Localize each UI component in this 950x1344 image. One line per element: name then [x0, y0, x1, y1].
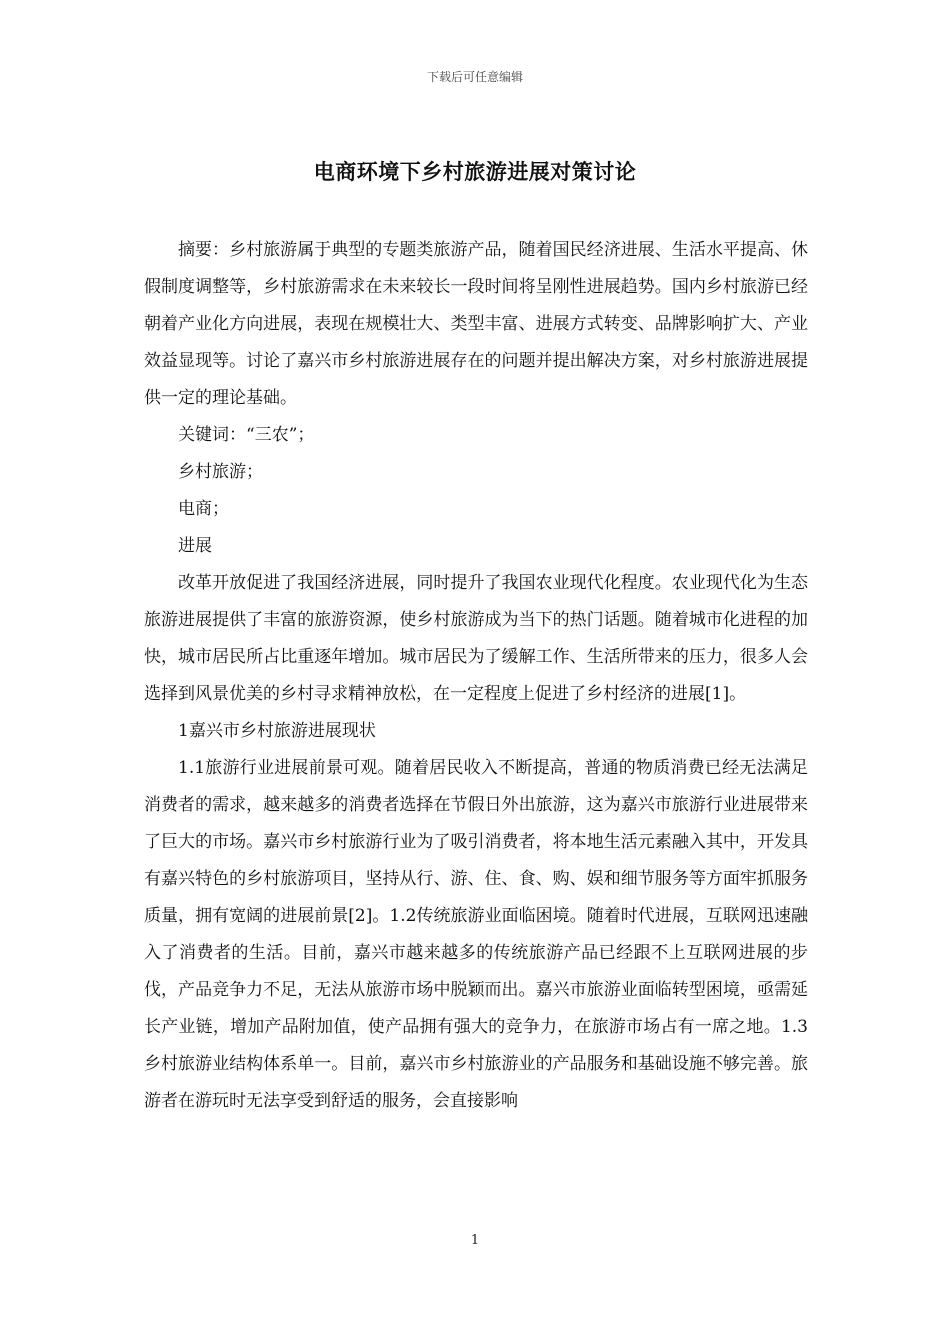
header-note: 下载后可任意编辑 [426, 70, 523, 84]
keyword-item: 乡村旅游； [178, 462, 263, 482]
document-body [144, 232, 808, 1120]
document-title: 电商环境下乡村旅游进展对策讨论 [313, 160, 637, 184]
body-paragraph: 1.1旅游行业进展前景可观。随着居民收入不断提高，普通的物质消费已经无法满足消费者的需求，越来越多的消费者选择在节假日外出旅游，这为嘉兴市旅游行业进展带来了巨大的市场。嘉兴市乡村旅游行业为了吸引消费者，将本地生活元素融入其中，开发具有嘉兴特色的乡村旅游项目，坚持从行、游、住、食、购、娱和细节服务等方面牢抓服务质量，拥有宽阔的进展前景[2]。1.2传统旅游业面临困境。随着时代进展，互联网迅速融入了消费者的生活。目前，嘉兴市越来越多的传统旅游产品已经跟不上互联网进展的步伐，产品竞争力不足，无法从旅游市场中脱颖而出。嘉兴市旅游业面临转型困境，亟需延长产业链，增加产品附加值，使产品拥有强大的竞争力，在旅游市场占有一席之地。1.3乡村旅游业结构体系单一。目前，嘉兴市乡村旅游业的产品服务和基础设施不够完善。旅游者在游玩时无法享受到舒适的服务，会直接影响 [144, 758, 808, 1111]
abstract-paragraph: 摘要：乡村旅游属于典型的专题类旅游产品，随着国民经济进展、生活水平提高、休假制度调整等，乡村旅游需求在未来较长一段时间将呈刚性进展趋势。国内乡村旅游已经朝着产业化方向进展，表现在规模壮大、类型丰富、进展方式转变、品牌影响扩大、产业效益显现等。讨论了嘉兴市乡村旅游进展存在的问题并提出解决方案，对乡村旅游进展提供一定的理论基础。 [144, 240, 808, 408]
intro-paragraph: 改革开放促进了我国经济进展，同时提升了我国农业现代化程度。农业现代化为生态旅游进展提供了丰富的旅游资源，使乡村旅游成为当下的热门话题。随着城市化进程的加快，城市居民所占比重逐年增加。城市居民为了缓解工作、生活所带来的压力，很多人会选择到风景优美的乡村寻求精神放松，在一定程度上促进了乡村经济的进展[1]。 [144, 573, 808, 704]
keywords-line: 关键词：“三农”； [178, 425, 315, 445]
section-heading: 1嘉兴市乡村旅游进展现状 [178, 721, 376, 741]
keyword-item: 电商； [178, 499, 229, 519]
keyword-item: 进展 [178, 536, 212, 556]
page-number: 1 [470, 1233, 480, 1248]
